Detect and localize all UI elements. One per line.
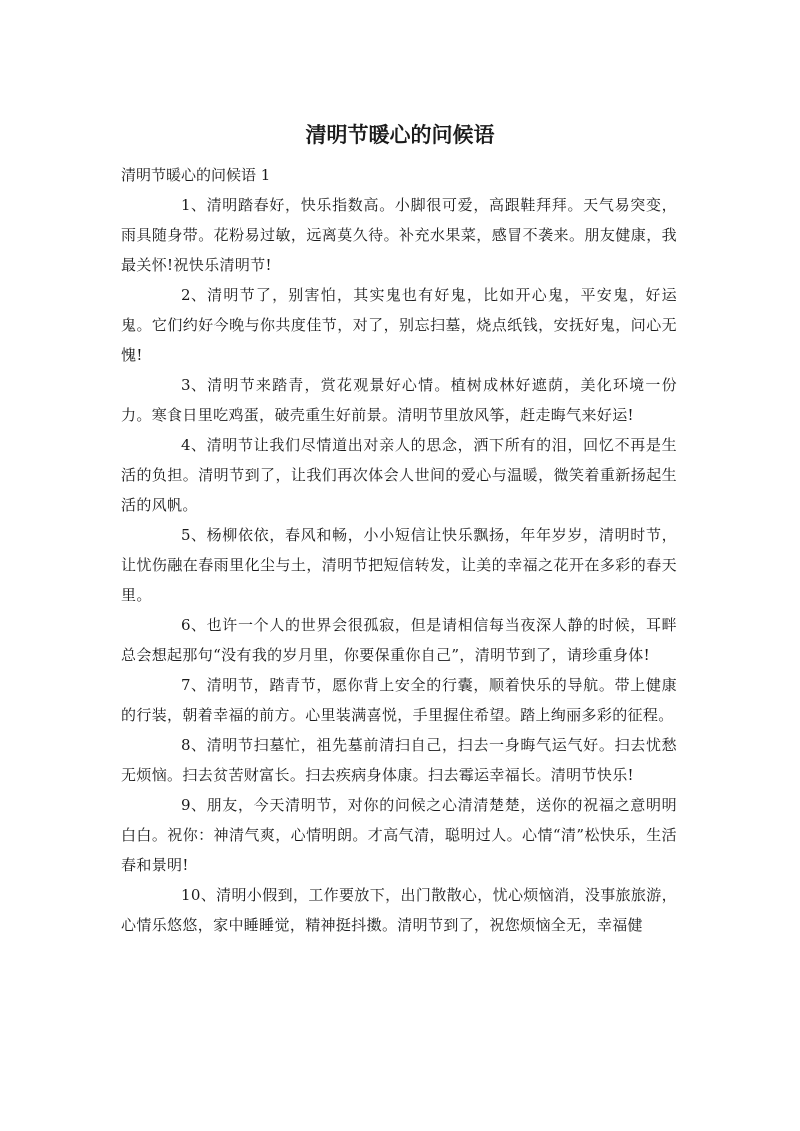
- paragraph-text: 清明踏春好，快乐指数高。小脚很可爱，高跟鞋拜拜。天气易突变，雨具随身带。花粉易过敏，远离莫久待。补充水果菜，感冒不袭来。朋友健康，我最关怀!祝快乐清明节!: [121, 196, 677, 274]
- paragraph-8: [121, 730, 677, 790]
- paragraph-text: 清明节来踏青，赏花观景好心情。植树成林好遮荫，美化环境一份力。寒食日里吃鸡蛋，破壳重生好前景。清明节里放风筝，赶走晦气来好运!: [121, 376, 677, 424]
- paragraph-text: 清明节扫墓忙，祖先墓前清扫自己，扫去一身晦气运气好。扫去忧愁无烦恼。扫去贫苦财富长。扫去疾病身体康。扫去霉运幸福长。清明节快乐!: [121, 736, 677, 784]
- section-subtitle: 清明节暖心的问候语 1: [121, 166, 271, 184]
- paragraph-6: [121, 610, 677, 670]
- paragraph-number: 1、: [181, 196, 207, 214]
- paragraph-5: [121, 520, 677, 610]
- paragraph-text: 清明小假到，工作要放下，出门散散心，忧心烦恼消，没事旅旅游，心情乐悠悠，家中睡睡觉，精神挺抖擞。清明节到了，祝您烦恼全无，幸福健: [121, 886, 677, 934]
- paragraph-1: [121, 190, 677, 280]
- paragraph-number: 2、: [181, 286, 207, 304]
- paragraph-text: 朋友，今天清明节，对你的问候之心清清楚楚，送你的祝福之意明明白白。祝你：神清气爽，心情明朗。才高气清，聪明过人。心情“清”松快乐，生活春和景明!: [121, 796, 677, 874]
- paragraph-2: [121, 280, 677, 370]
- document-body: [121, 160, 677, 940]
- paragraph-7: [121, 670, 677, 730]
- paragraph-text: 清明节让我们尽情道出对亲人的思念，洒下所有的泪，回忆不再是生活的负担。清明节到了，让我们再次体会人世间的爱心与温暖，微笑着重新扬起生活的风帆。: [121, 436, 677, 514]
- paragraph-number: 9、: [181, 796, 207, 814]
- paragraph-number: 6、: [181, 616, 207, 634]
- paragraph-3: [121, 370, 677, 430]
- paragraph-text: 杨柳依依，春风和畅，小小短信让快乐飘扬，年年岁岁，清明时节，让忧伤融在春雨里化尘与土，清明节把短信转发，让美的幸福之花开在多彩的春天里。: [121, 526, 677, 604]
- paragraph-10: [121, 880, 677, 940]
- paragraph-text: 也许一个人的世界会很孤寂，但是请相信每当夜深人静的时候，耳畔总会想起那句“没有我的岁月里，你要保重你自己”，清明节到了，请珍重身体!: [121, 616, 677, 664]
- paragraph-9: [121, 790, 677, 880]
- paragraph-number: 10、: [181, 886, 217, 904]
- paragraph-number: 3、: [181, 376, 207, 394]
- page-title: 清明节暖心的问候语: [305, 123, 495, 147]
- paragraph-4: [121, 430, 677, 520]
- paragraph-number: 7、: [181, 676, 207, 694]
- paragraph-number: 8、: [181, 736, 207, 754]
- paragraph-text: 清明节，踏青节，愿你背上安全的行囊，顺着快乐的导航。带上健康的行装，朝着幸福的前方。心里装满喜悦，手里握住希望。踏上绚丽多彩的征程。: [121, 676, 677, 724]
- paragraph-text: 清明节了，别害怕，其实鬼也有好鬼，比如开心鬼，平安鬼，好运鬼。它们约好今晚与你共度佳节，对了，别忘扫墓，烧点纸钱，安抚好鬼，问心无愧!: [121, 286, 677, 364]
- paragraph-number: 4、: [181, 436, 207, 454]
- paragraph-number: 5、: [181, 526, 207, 544]
